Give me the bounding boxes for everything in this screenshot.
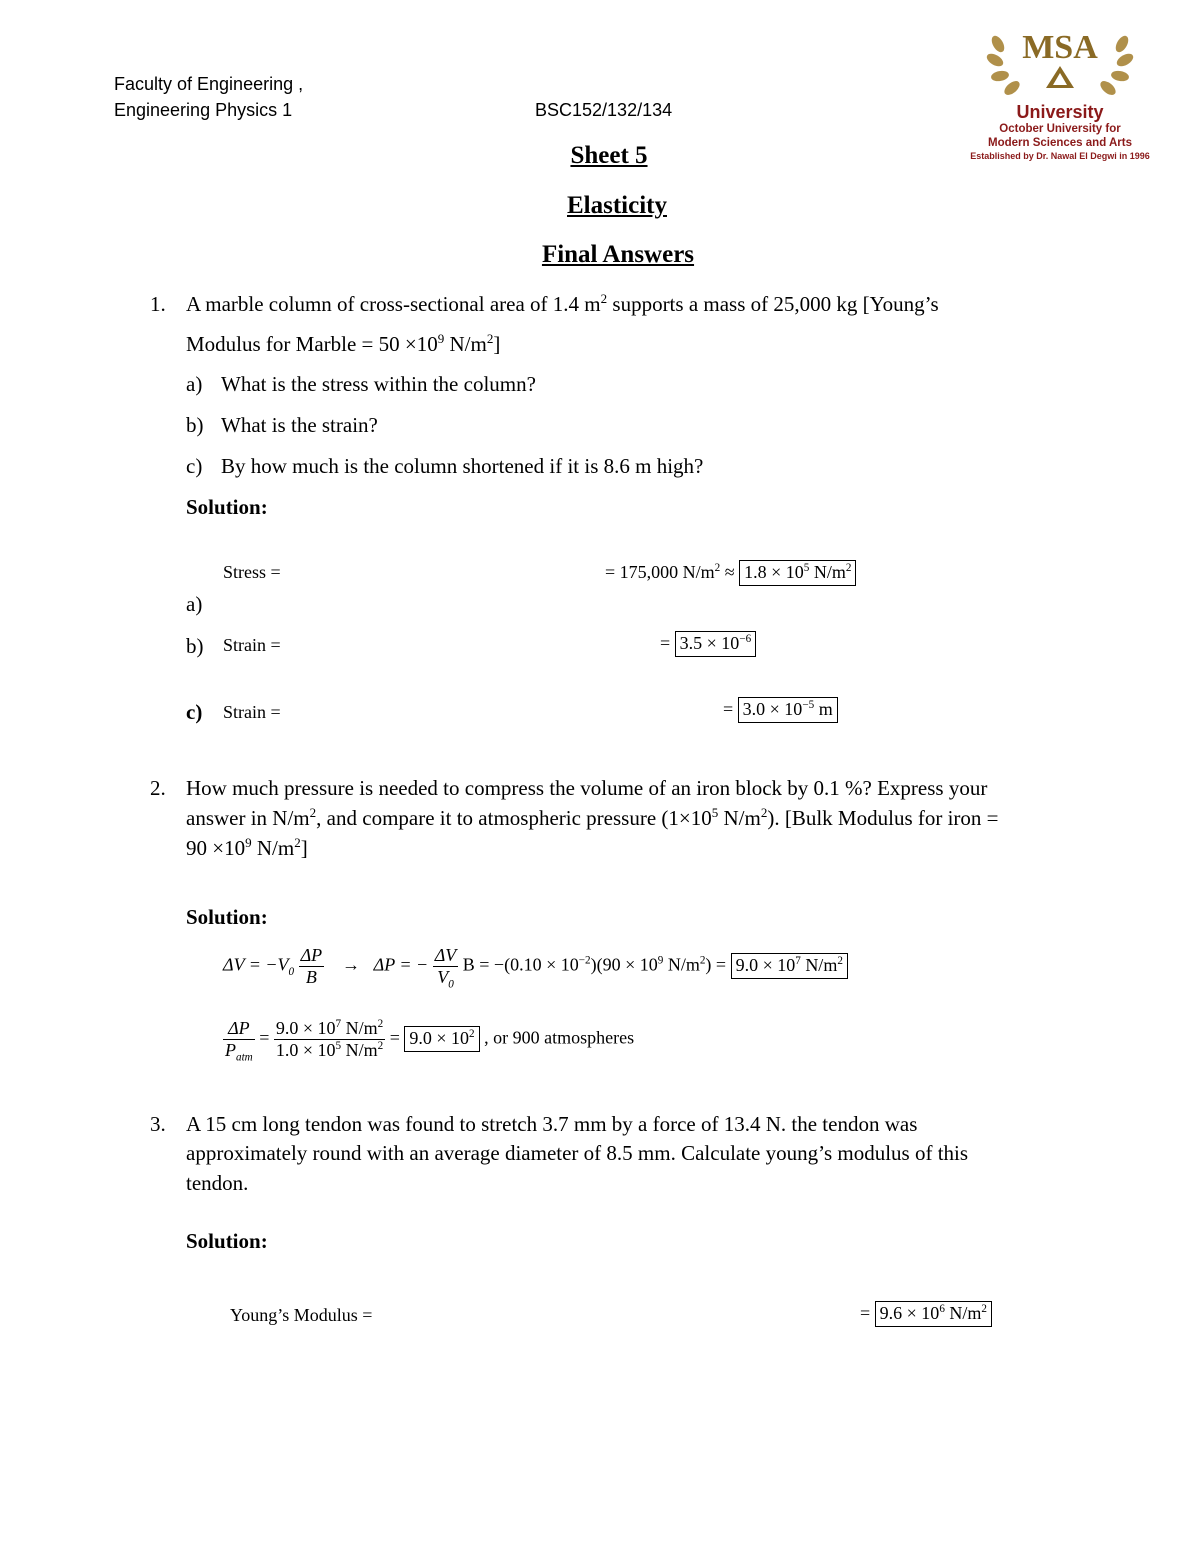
q1-line1: A marble column of cross-sectional area of 1.4 $m^2$ supports a mass of 25,000 kg [Young’s	[186, 291, 939, 316]
q3-line1: A 15 cm long tendon was found to stretch 3.7 mm by a force of 13.4 N. the tendon was	[186, 1112, 918, 1136]
faculty-label: Faculty of Engineering ,	[114, 74, 304, 94]
logo-line1: October University for	[999, 123, 1121, 135]
q1-sol-c-label: c)	[186, 700, 203, 724]
q1-sol-c-result: = $3.0 \times 10^{-5}$ m	[723, 697, 838, 723]
course-code: BSC152/132/134	[535, 100, 673, 120]
q1-c-label: c)	[186, 454, 203, 478]
logo-brand: MSA	[1022, 29, 1098, 66]
sheet-title: Sheet 5	[570, 142, 648, 169]
q1-line2: Modulus for Marble = $50 \times 10^9$ $N/m^2$]	[186, 331, 501, 356]
q2-ratio-box: $9.0 \times 10^2$	[404, 1026, 479, 1052]
q3-sol-result: = $9.6 \times 10^6$ $N/m^2$	[860, 1301, 992, 1327]
q1-c-text: By how much is the column shortened if it is 8.6 m high?	[221, 454, 704, 478]
q2-equation-1: $\Delta V = -V_0$ $\frac{\Delta P}{B}$ → ΔP = − $\frac{\Delta V}{V_0}$ $B = -(0.10 \times 10^{-2})(90 \times 10^9$ $N/m^2) = 9.0 \times 10^7$ $N/m^2$	[223, 945, 848, 988]
q1-sol-b-text: Strain =	[223, 635, 281, 655]
q1-answer-b-box: $3.5 \times 10^{-6}$	[675, 631, 757, 657]
q1-a-label: a)	[186, 372, 203, 396]
q2-number: 2.	[150, 776, 166, 800]
q1-sol-b-result: = $3.5 \times 10^{-6}$	[660, 631, 756, 657]
logo-university: University	[1016, 102, 1104, 122]
q1-a-text: What is the stress within the column?	[221, 372, 536, 396]
q2-solution-label: Solution:	[186, 905, 268, 929]
q2-equation-2: $\frac{\Delta P}{P_{atm}}$ = $\frac{9.0 \times 10^7 N/m^2}{1.0 \times 10^5 N/m^2}$ = $9.0 \times 10^2$ , or 900 atmospheres	[225, 1018, 635, 1064]
q1-solution-label: Solution:	[186, 495, 268, 519]
course-label: Engineering Physics 1	[114, 100, 293, 120]
q3-answer-box: $9.6 \times 10^6$ $N/m^2$	[875, 1301, 992, 1327]
answers-title: Final Answers	[541, 241, 695, 268]
topic-title: Elasticity	[567, 192, 667, 219]
q2-answer-box: $9.0 \times 10^7$ $N/m^2$	[731, 953, 848, 979]
q1-sol-c-text: Strain =	[223, 702, 281, 722]
q1-sol-a-label: a)	[186, 592, 203, 616]
logo-line3: Established by Dr. Nawal El Degwi in 1996	[970, 151, 1150, 161]
q3-line2: approximately round with an average diameter of 8.5 mm. Calculate young’s modulus of this	[186, 1141, 969, 1165]
q3-number: 3.	[150, 1112, 166, 1136]
q1-answer-a-box: $1.8 \times 10^5$ $N/m^2$	[739, 560, 856, 586]
q2-line2: answer in $N/m^2$, and compare it to atmospheric pressure ($1\times 10^5$ $N/m^2$). [Bulk Modulus for iron =	[186, 805, 999, 830]
q1-sol-a-text: Stress =	[223, 562, 281, 582]
q2-line1: How much pressure is needed to compress the volume of an iron block by 0.1 %? Express your	[186, 776, 988, 800]
q3-sol-text: Young’s Modulus =	[230, 1305, 373, 1325]
q3-solution-label: Solution:	[186, 1229, 268, 1253]
q2-line3: $90 \times 10^9$ $N/m^2$]	[186, 835, 308, 860]
q1-b-text: What is the strain?	[221, 413, 378, 437]
logo-line2: Modern Sciences and Arts	[987, 137, 1133, 149]
q3-line3: tendon.	[186, 1171, 249, 1195]
q1-b-label: b)	[186, 413, 204, 437]
q1-answer-c-box: $3.0 \times 10^{-5}$ m	[738, 697, 838, 723]
q1-number: 1.	[150, 292, 166, 316]
q1-sol-b-label: b)	[186, 634, 204, 658]
q1-sol-a-result: = 175,000 $N/m^2 \approx 1.8 \times 10^5$ $N/m^2$	[605, 560, 856, 586]
